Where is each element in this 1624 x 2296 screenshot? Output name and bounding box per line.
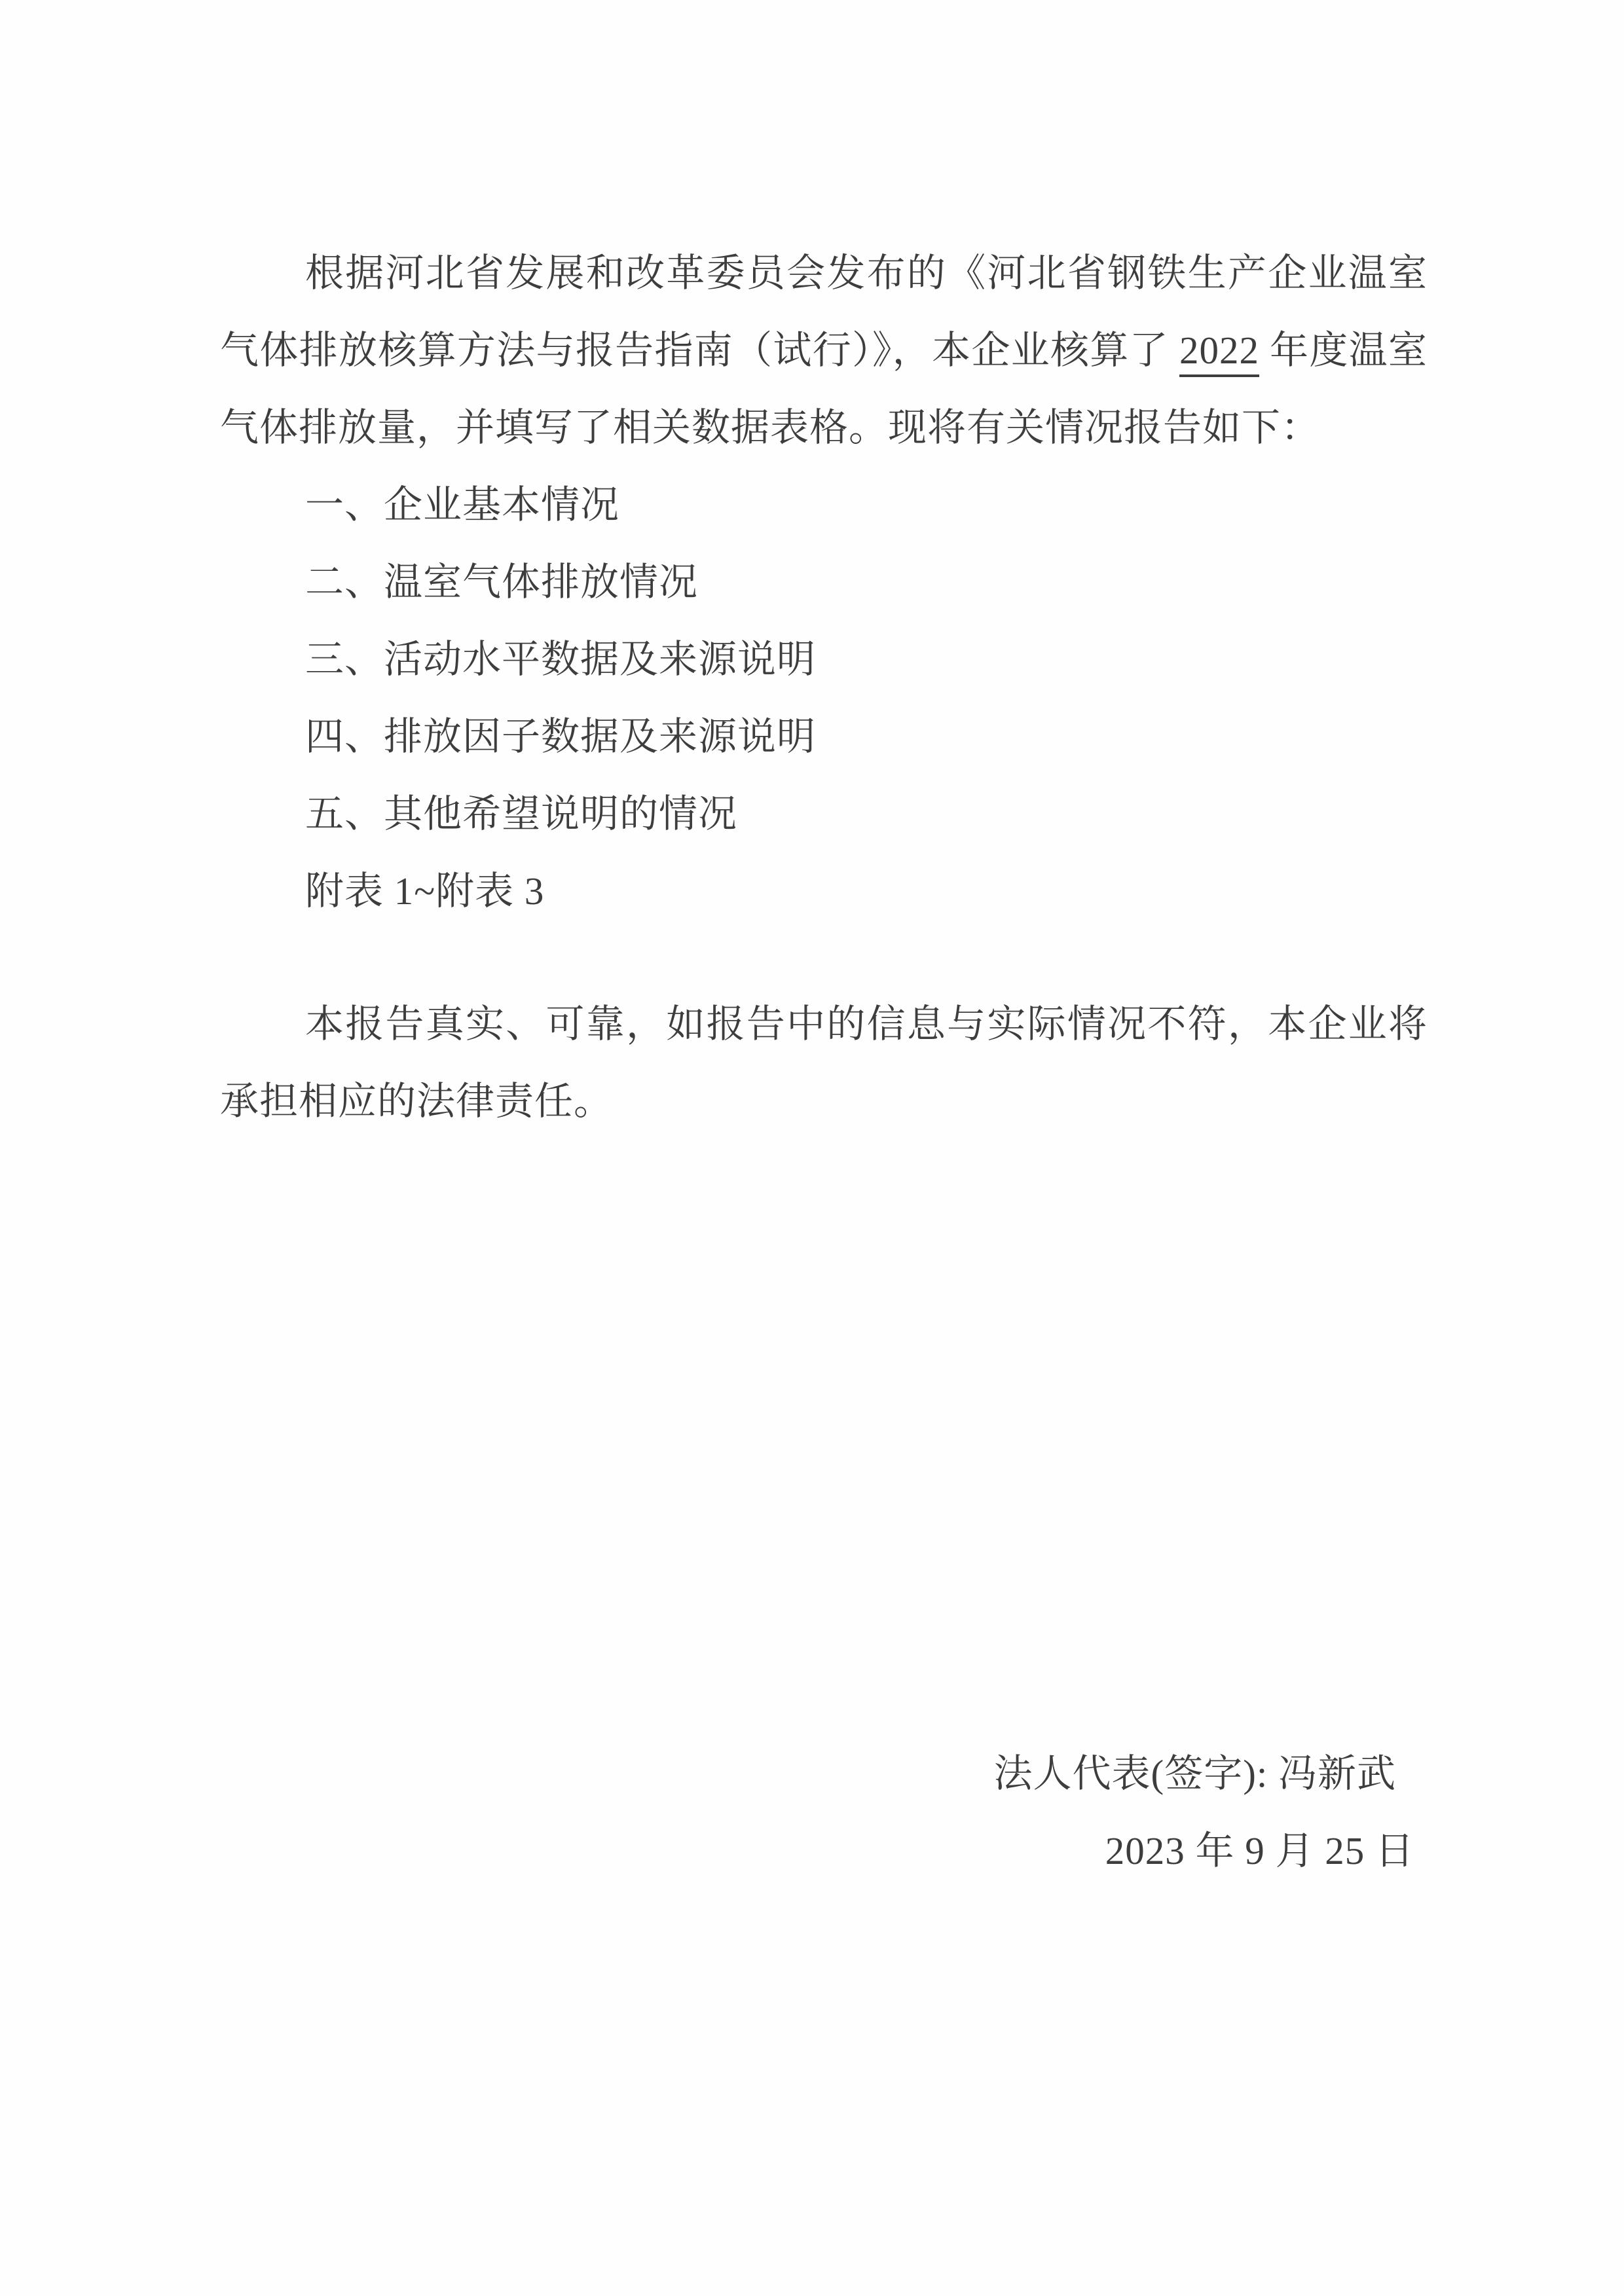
section-list (220, 466, 1428, 930)
intro-text-after-year: 年度温室气体排放量，并填写了相关数据表格。现将有关情况报告如下： (220, 329, 1428, 449)
appendix-note: 附表 1~附表 3 (305, 869, 545, 913)
signature-block (220, 1735, 1428, 1889)
list-item-2-ghg-emissions: 二、温室气体排放情况 (305, 560, 699, 604)
intro-text-before-year: 根据河北省发展和改革委员会发布的《河北省钢铁生产企业温室气体排放核算方法与报告指南（试行）》，本企业核算了 (220, 251, 1428, 372)
signature-date: 2023 年 9 月 25 日 (1105, 1829, 1414, 1872)
list-item-1-company-basics: 一、企业基本情况 (305, 483, 620, 526)
report-content (220, 0, 1428, 1889)
list-item-3-activity-data: 三、活动水平数据及来源说明 (305, 638, 817, 681)
declaration-paragraph: 本报告真实、可靠，如报告中的信息与实际情况不符，本企业将承担相应的法律责任。 (220, 1002, 1428, 1123)
intro-paragraph (220, 234, 1428, 466)
legal-representative-line (220, 1735, 1428, 1812)
list-item-5-other-notes: 五、其他希望说明的情况 (305, 792, 738, 835)
list-item-4-emission-factors: 四、排放因子数据及来源说明 (305, 715, 817, 758)
signature-label: 法人代表(签字): (993, 1752, 1278, 1795)
signature-name: 冯新武 (1278, 1752, 1396, 1795)
reporting-year-underlined: 2022 (1179, 329, 1259, 377)
